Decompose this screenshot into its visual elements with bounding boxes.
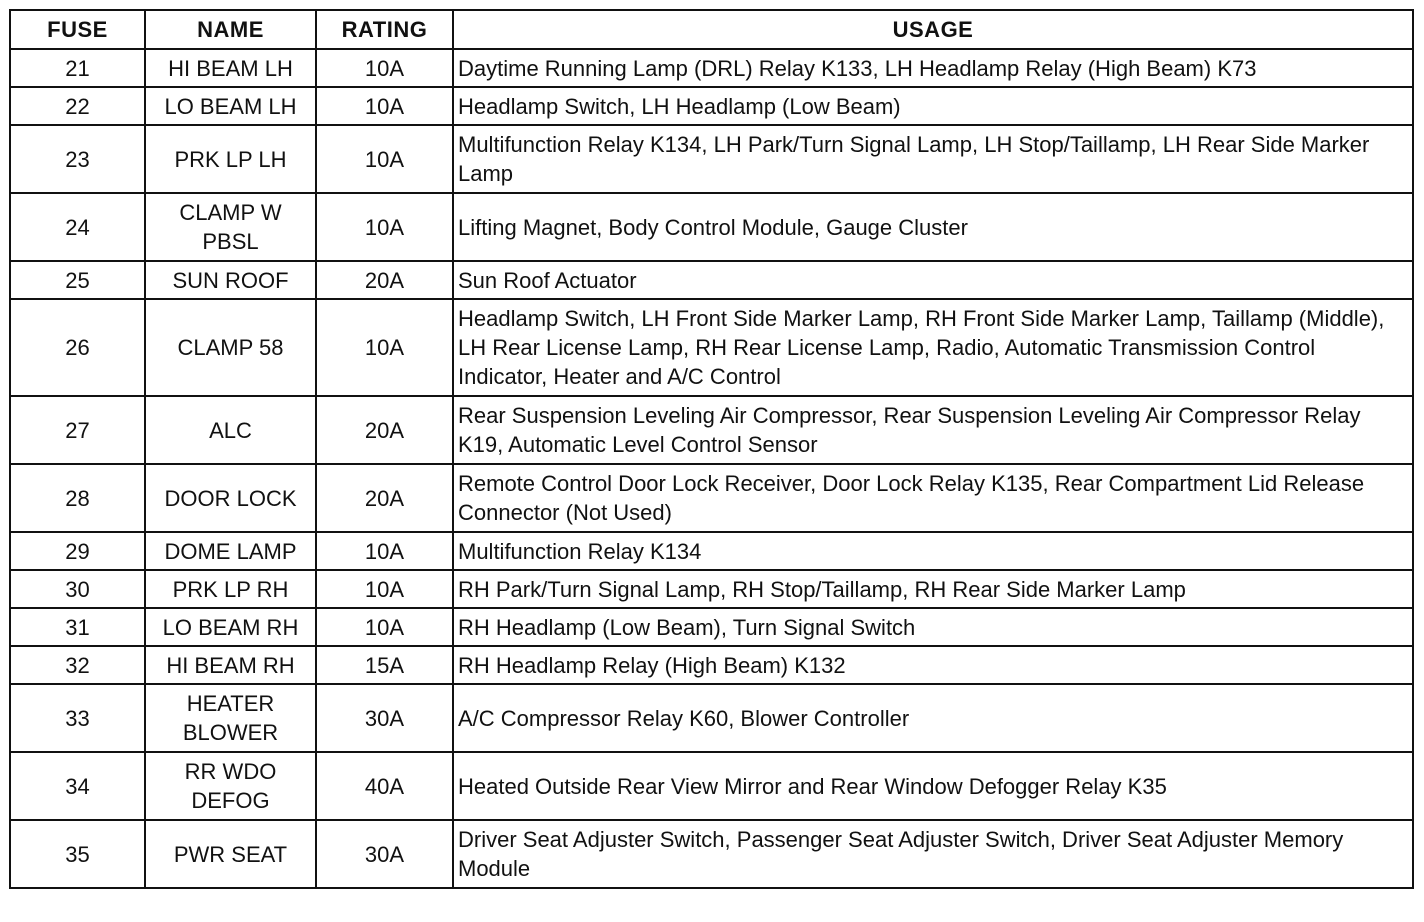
fuse-usage-cell: RH Headlamp (Low Beam), Turn Signal Switch (453, 608, 1413, 646)
fuse-name-cell: LO BEAM RH (145, 608, 316, 646)
fuse-number-cell: 34 (10, 752, 145, 820)
fuse-rating-cell: 10A (316, 570, 453, 608)
fuse-rating-cell: 10A (316, 49, 453, 87)
column-header-usage: USAGE (453, 10, 1413, 49)
fuse-usage-cell: Daytime Running Lamp (DRL) Relay K133, LH Headlamp Relay (High Beam) K73 (453, 49, 1413, 87)
fuse-usage-cell: Heated Outside Rear View Mirror and Rear Window Defogger Relay K35 (453, 752, 1413, 820)
fuse-number-cell: 24 (10, 193, 145, 261)
fuse-usage-cell: Remote Control Door Lock Receiver, Door Lock Relay K135, Rear Compartment Lid Release Connector (Not Used) (453, 464, 1413, 532)
fuse-usage-cell: Driver Seat Adjuster Switch, Passenger Seat Adjuster Switch, Driver Seat Adjuster Memory Module (453, 820, 1413, 888)
fuse-number-cell: 26 (10, 299, 145, 396)
fuse-rating-cell: 20A (316, 396, 453, 464)
table-row (10, 193, 1413, 261)
fuse-name-cell: HI BEAM LH (145, 49, 316, 87)
fuse-rating-cell: 30A (316, 820, 453, 888)
fuse-usage-cell: Headlamp Switch, LH Headlamp (Low Beam) (453, 87, 1413, 125)
fuse-number-cell: 29 (10, 532, 145, 570)
fuse-rating-cell: 10A (316, 125, 453, 193)
fuse-rating-cell: 20A (316, 464, 453, 532)
fuse-name-cell: LO BEAM LH (145, 87, 316, 125)
table-row (10, 261, 1413, 299)
fuse-name-cell: CLAMP W PBSL (145, 193, 316, 261)
fuse-rating-cell: 10A (316, 299, 453, 396)
fuse-name-cell: SUN ROOF (145, 261, 316, 299)
table-row (10, 820, 1413, 888)
fuse-number-cell: 32 (10, 646, 145, 684)
fuse-rating-cell: 30A (316, 684, 453, 752)
fuse-number-cell: 28 (10, 464, 145, 532)
table-row (10, 646, 1413, 684)
fuse-usage-cell: Sun Roof Actuator (453, 261, 1413, 299)
table-header (10, 10, 1413, 49)
table-row (10, 608, 1413, 646)
fuse-usage-cell: Headlamp Switch, LH Front Side Marker Lamp, RH Front Side Marker Lamp, Taillamp (Middle), LH Rear License Lamp, RH Rear License Lamp, Radio, Automatic Transmission Control Indicator, Heater and A/C Control (453, 299, 1413, 396)
fuse-name-cell: CLAMP 58 (145, 299, 316, 396)
fuse-rating-cell: 10A (316, 87, 453, 125)
fuse-number-cell: 35 (10, 820, 145, 888)
fuse-number-cell: 30 (10, 570, 145, 608)
table-row (10, 125, 1413, 193)
fuse-number-cell: 22 (10, 87, 145, 125)
fuse-name-cell: PRK LP LH (145, 125, 316, 193)
fuse-usage-cell: A/C Compressor Relay K60, Blower Controller (453, 684, 1413, 752)
fuse-rating-cell: 15A (316, 646, 453, 684)
column-header-name: NAME (145, 10, 316, 49)
fuse-name-cell: HI BEAM RH (145, 646, 316, 684)
table-row (10, 684, 1413, 752)
fuse-name-cell: ALC (145, 396, 316, 464)
fuse-number-cell: 21 (10, 49, 145, 87)
fuse-usage-table (9, 9, 1414, 889)
table-row (10, 299, 1413, 396)
fuse-table-container (9, 9, 1412, 889)
fuse-name-cell: HEATER BLOWER (145, 684, 316, 752)
column-header-fuse: FUSE (10, 10, 145, 49)
fuse-usage-cell: Multifunction Relay K134, LH Park/Turn Signal Lamp, LH Stop/Taillamp, LH Rear Side Marker Lamp (453, 125, 1413, 193)
fuse-name-cell: DOME LAMP (145, 532, 316, 570)
fuse-usage-cell: Lifting Magnet, Body Control Module, Gauge Cluster (453, 193, 1413, 261)
fuse-number-cell: 31 (10, 608, 145, 646)
table-row (10, 464, 1413, 532)
fuse-name-cell: PRK LP RH (145, 570, 316, 608)
table-body (10, 49, 1413, 888)
fuse-number-cell: 23 (10, 125, 145, 193)
table-row (10, 49, 1413, 87)
fuse-name-cell: RR WDO DEFOG (145, 752, 316, 820)
table-row (10, 87, 1413, 125)
header-row (10, 10, 1413, 49)
fuse-rating-cell: 10A (316, 532, 453, 570)
fuse-usage-cell: RH Headlamp Relay (High Beam) K132 (453, 646, 1413, 684)
table-row (10, 396, 1413, 464)
fuse-rating-cell: 20A (316, 261, 453, 299)
fuse-number-cell: 33 (10, 684, 145, 752)
fuse-name-cell: PWR SEAT (145, 820, 316, 888)
fuse-rating-cell: 10A (316, 193, 453, 261)
fuse-name-cell: DOOR LOCK (145, 464, 316, 532)
fuse-rating-cell: 40A (316, 752, 453, 820)
fuse-rating-cell: 10A (316, 608, 453, 646)
fuse-usage-cell: RH Park/Turn Signal Lamp, RH Stop/Taillamp, RH Rear Side Marker Lamp (453, 570, 1413, 608)
fuse-usage-cell: Multifunction Relay K134 (453, 532, 1413, 570)
fuse-usage-cell: Rear Suspension Leveling Air Compressor, Rear Suspension Leveling Air Compressor Relay K19, Automatic Level Control Sensor (453, 396, 1413, 464)
column-header-rating: RATING (316, 10, 453, 49)
fuse-number-cell: 25 (10, 261, 145, 299)
table-row (10, 532, 1413, 570)
fuse-number-cell: 27 (10, 396, 145, 464)
table-row (10, 752, 1413, 820)
table-row (10, 570, 1413, 608)
